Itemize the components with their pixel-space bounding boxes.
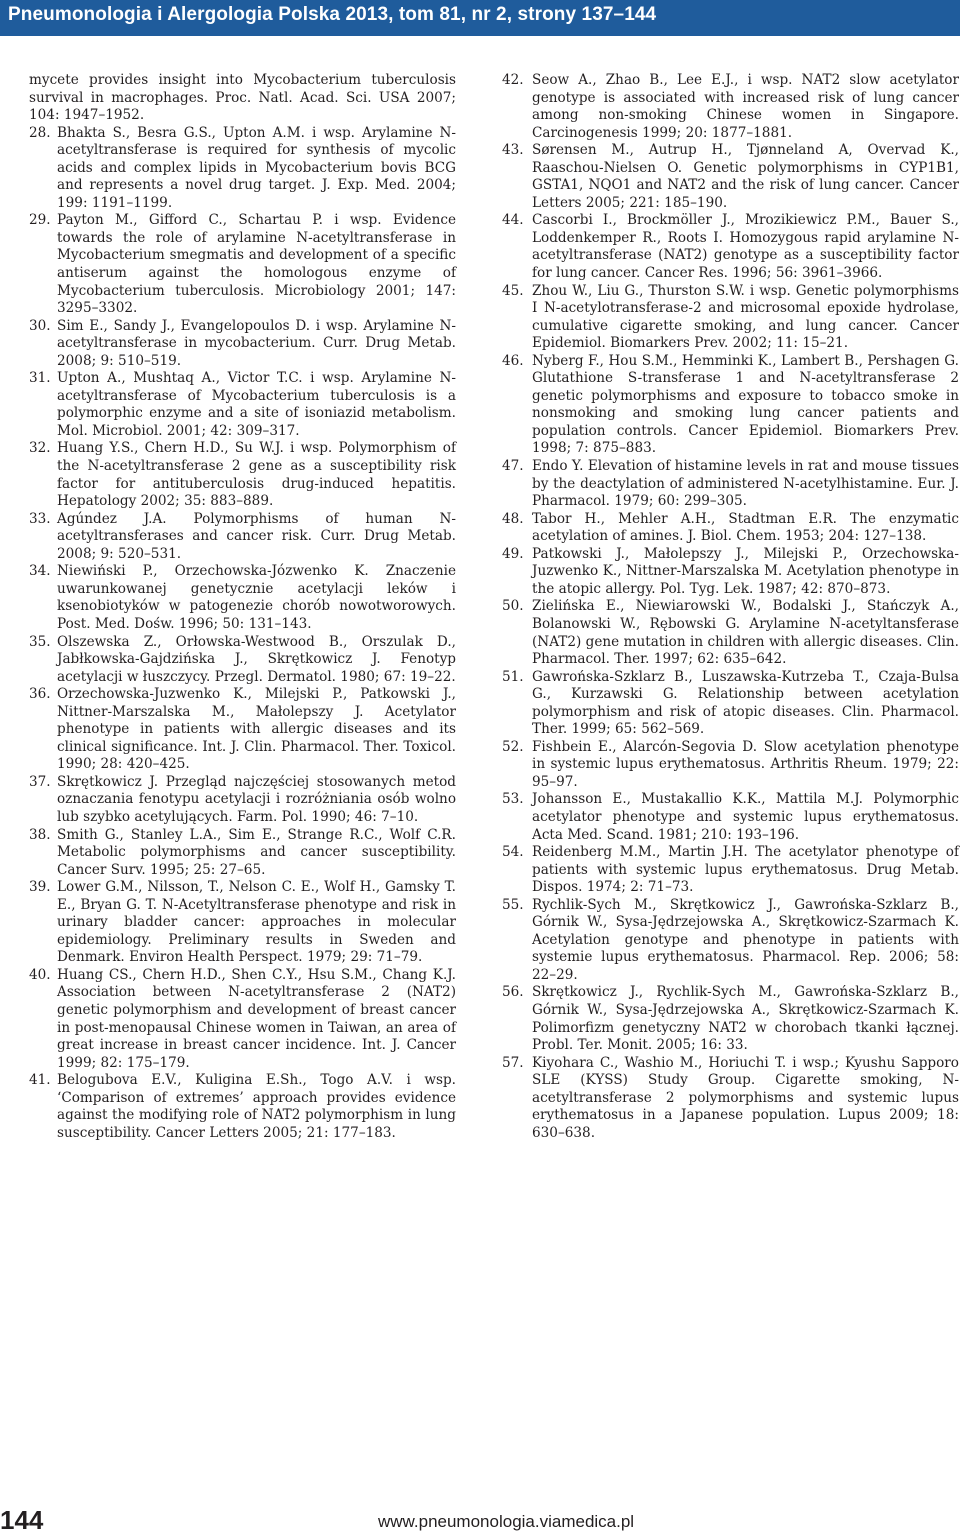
- reference-text: Johansson E., Mustakallio K.K., Mattila M.J. Polymorphic acetylator phenotype and systemic lupus erythematosus. Acta Med. Scand. 1981; 210: 193–196.: [532, 791, 959, 843]
- reference-item: [502, 511, 959, 546]
- reference-item: [502, 283, 959, 353]
- reference-number: 34.: [29, 563, 51, 580]
- reference-text: Zhou W., Liu G., Thurston S.W. i wsp. Genetic polymorphisms I N-acetylotransferase-2 and microsomal epoxide hydrolase, cumulative cigarette smoking, and lung cancer. Cancer Epidemiol. Biomarkers Prev. 2002; 11: 15–21.: [532, 282, 959, 352]
- reference-item: [502, 984, 959, 1054]
- reference-text: mycete provides insight into Mycobacterium tuberculosis survival in macrophages. Proc. Natl. Acad. Sci. USA 2007; 104: 1947–1952.: [29, 72, 456, 124]
- page-number: 144: [0, 1505, 44, 1535]
- reference-number: 56.: [502, 984, 524, 1001]
- reference-number: 42.: [502, 72, 524, 88]
- reference-text: Endo Y. Elevation of histamine levels in rat and mouse tissues by the deactylation of administered N-acetylhistamine. Eur. J. Pharmacol. 1979; 60: 299–305.: [532, 458, 959, 510]
- reference-number: 53.: [502, 791, 524, 808]
- reference-number: 49.: [502, 545, 524, 562]
- reference-item: [29, 563, 456, 633]
- reference-text: Bhakta S., Besra G.S., Upton A.M. i wsp. Arylamine N-acetyltransferase is required for synthesis of mycolic acids and complex lipids in Mycobacterium bovis BCG and represents a novel drug target. J. Exp. Med. 2004; 199: 1191–1199.: [57, 124, 456, 211]
- reference-text: Belogubova E.V., Kuligina E.Sh., Togo A.V. i wsp. ‘Comparison of extremes’ approach provides evidence against the modifying role of NAT2 polymorphism in lung susceptibility. Cancer Letters 2005; 21: 177–183.: [57, 1072, 456, 1141]
- reference-item: [502, 739, 959, 792]
- reference-text: Gawrońska-Szklarz B., Luszawska-Kutrzeba T., Czaja-Bulsa G., Kurzawski G. Relationship between acetylation polymorphism and risk of atopic diseases. Clin. Pharmacol. Ther. 1999; 65: 562–569.: [532, 668, 959, 738]
- reference-text: Agúndez J.A. Polymorphisms of human N-acetyltransferases and cancer risk. Curr. Drug Metab. 2008; 9: 520–531.: [57, 510, 456, 562]
- reference-number: 48.: [502, 510, 524, 527]
- reference-number: 37.: [29, 773, 51, 790]
- reference-item: [29, 125, 456, 213]
- journal-url: www.pneumonologia.viamedica.pl: [378, 1512, 635, 1531]
- reference-item: [502, 72, 959, 142]
- reference-text: Sim E., Sandy J., Evangelopoulos D. i wsp. Arylamine N-acetyltransferase in mycobacterium. Curr. Drug Metab. 2008; 9: 510–519.: [57, 317, 456, 369]
- reference-number: 41.: [29, 1072, 51, 1089]
- reference-text: Payton M., Gifford C., Schartau P. i wsp. Evidence towards the role of arylamine N-acetyltransferase in Mycobacterium smegmatis and development of a specific antiserum against the homologous enzyme of Mycobacterium tuberculosis. Microbiology 2001; 147: 3295–3302.: [57, 212, 456, 317]
- reference-item: [29, 511, 456, 564]
- reference-item: [29, 967, 456, 1072]
- reference-number: 30.: [29, 317, 51, 334]
- reference-number: 45.: [502, 282, 524, 299]
- reference-number: 43.: [502, 142, 524, 159]
- references-left-column: [29, 72, 456, 1142]
- reference-number: 32.: [29, 440, 51, 457]
- reference-text: Orzechowska-Juzwenko K., Milejski P., Patkowski J., Nittner-Marszalska M., Małolepszy J. Acetylator phenotype in patients with allergic diseases and its clinical significance. Int. J. Clin. Pharmacol. Ther. Toxicol. 1990; 28: 420–425.: [57, 686, 456, 773]
- reference-item: [29, 318, 456, 371]
- reference-text: Skrętkowicz J. Przegląd najczęściej stosowanych metod oznaczania fenotypu acetylacji i rozróżniania osób wolno lub szybko acetylujących. Farm. Pol. 1990; 46: 7–10.: [57, 773, 456, 825]
- reference-text: Patkowski J., Małolepszy J., Milejski P., Orzechowska-Juzwenko K., Nittner-Marszalska M. Acetylation phenotype in the atopic allergy. Pol. Tyg. Lek. 1987; 42: 870–873.: [532, 545, 959, 597]
- reference-text: Huang CS., Chern H.D., Shen C.Y., Hsu S.M., Chang K.J. Association between N-acetyltransferase 2 (NAT2) genetic polymorphism and development of breast cancer in post-menopausal Chinese women in Taiwan, an area of great increase in breast cancer incidence. Int. J. Cancer 1999; 82: 175–179.: [57, 966, 456, 1071]
- reference-number: 39.: [29, 879, 51, 896]
- reference-item: [502, 897, 959, 985]
- reference-item: [502, 791, 959, 844]
- reference-number: 55.: [502, 896, 524, 913]
- journal-header-title: Pneumonologia i Alergologia Polska 2013, tom 81, nr 2, strony 137–144: [8, 4, 657, 25]
- reference-item: [29, 774, 456, 827]
- reference-item: [29, 634, 456, 687]
- reference-item: [29, 370, 456, 440]
- reference-text: Niewiński P., Orzechowska-Józwenko K. Znaczenie uwarunkowanej genetycznie acetylacji leków i ksenobiotyków w patogenezie chorób nowotworowych. Post. Med. Dośw. 1996; 50: 131–143.: [57, 563, 456, 632]
- reference-number: 46.: [502, 352, 524, 369]
- reference-number: 51.: [502, 668, 524, 685]
- reference-number: 31.: [29, 370, 51, 387]
- reference-text: Reidenberg M.M., Martin J.H. The acetylator phenotype of patients with systemic lupus erythematosus. Drug Metab. Dispos. 1974; 2: 71–73.: [532, 844, 959, 896]
- reference-item: [502, 546, 959, 599]
- reference-text: Zielińska E., Niewiarowski W., Bodalski J., Stańczyk A., Bolanowski W., Rębowski G. Arylamine N-acetyltansferase (NAT2) gene mutation in children with allergic diseases. Clin. Pharmacol. Ther. 1997; 62: 635–642.: [532, 598, 959, 668]
- reference-item: [29, 72, 456, 125]
- reference-item: [29, 1072, 456, 1142]
- references-right-column: [502, 72, 959, 1142]
- reference-number: 40.: [29, 966, 51, 983]
- reference-text: Seow A., Zhao B., Lee E.J., i wsp. NAT2 slow acetylator genotype is associated with increased risk of lung cancer among non-smoking Chinese women in Singapore. Carcinogenesis 1999; 20: 1877–1881.: [532, 72, 959, 141]
- reference-number: 36.: [29, 686, 51, 703]
- reference-text: Skrętkowicz J., Rychlik-Sych M., Gawrońska-Szklarz B., Górnik W., Sysa-Jędrzejowska A., Skrętkowicz-Szarmach K. Polimorfizm genetyczny NAT2 w chorobach tkanki łącznej. Probl. Ter. Monit. 2005; 16: 33.: [532, 984, 959, 1054]
- reference-text: Rychlik-Sych M., Skrętkowicz J., Gawrońska-Szklarz B., Górnik W., Sysa-Jędrzejowska A., Skrętkowicz-Szarmach K. Acetylation genotype and phenotype in patients with systemie lupus erythematosus. Pharmacol. Rep. 2006; 58: 22–29.: [532, 896, 959, 983]
- reference-item: [502, 844, 959, 897]
- reference-number: 44.: [502, 212, 524, 229]
- reference-text: Cascorbi I., Brockmöller J., Mrozikiewicz P.M., Bauer S., Loddenkemper R., Roots I. Homozygous rapid arylamine N-acetyltransferase (NAT2) genotype as a susceptibility factor for lung cancer. Cancer Res. 1996; 56: 3961–3966.: [532, 212, 959, 282]
- reference-text: Olszewska Z., Orłowska-Westwood B., Orszulak D., Jabłkowska-Gajdzińska J., Skrętkowicz J. Fenotyp acetylacji w łuszczycy. Przegl. Dermatol. 1980; 67: 19–22.: [57, 633, 456, 685]
- reference-text: Smith G., Stanley L.A., Sim E., Strange R.C., Wolf C.R. Metabolic polymorphisms and cancer susceptibility. Cancer Surv. 1995; 25: 27–65.: [57, 826, 456, 878]
- reference-item: [29, 827, 456, 880]
- reference-item: [29, 212, 456, 317]
- reference-item: [29, 879, 456, 967]
- reference-item: [502, 212, 959, 282]
- reference-text: Tabor H., Mehler A.H., Stadtman E.R. The enzymatic acetylation of amines. J. Biol. Chem. 1953; 204: 127–138.: [532, 510, 959, 545]
- reference-text: Lower G.M., Nilsson, T., Nelson C. E., Wolf H., Gamsky T. E., Bryan G. T. N-Acetyltransferase phenotype and risk in urinary bladder cancer: approaches in molecular epidemiology. Preliminary results in Sweden and Denmark. Environ Health Perspect. 1979; 29: 71–79.: [57, 879, 456, 966]
- reference-number: 57.: [502, 1054, 524, 1071]
- reference-item: [502, 1055, 959, 1143]
- reference-number: 28.: [29, 124, 51, 141]
- reference-item: [502, 142, 959, 212]
- reference-item: [502, 669, 959, 739]
- reference-text: Kiyohara C., Washio M., Horiuchi T. i wsp.; Kyushu Sapporo SLE (KYSS) Study Group. Cigarette smoking, N-acetyltransferase 2 polymorphisms and systemic lupus erythematosus in a Japanese population. Lupus 2009; 18: 630–638.: [532, 1054, 959, 1141]
- reference-text: Upton A., Mushtaq A., Victor T.C. i wsp. Arylamine N-acetyltransferase of Mycobacterium tuberculosis is a polymorphic enzyme and a site of isoniazid metabolism. Mol. Microbiol. 2001; 42: 309–317.: [57, 370, 456, 439]
- reference-number: 54.: [502, 844, 524, 861]
- reference-item: [29, 440, 456, 510]
- reference-number: 50.: [502, 598, 524, 615]
- reference-number: 35.: [29, 633, 51, 650]
- reference-text: Fishbein E., Alarcón-Segovia D. Slow acetylation phenotype in systemic lupus erythematosus. Arthritis Rheum. 1979; 22: 95–97.: [532, 738, 959, 790]
- reference-number: 52.: [502, 738, 524, 755]
- reference-text: Sørensen M., Autrup H., Tjønneland A, Overvad K., Raaschou-Nielsen O. Genetic polymorphisms in CYP1B1, GSTA1, NQO1 and NAT2 and the risk of lung cancer. Cancer Letters 2005; 221: 185–190.: [532, 142, 959, 211]
- reference-number: 29.: [29, 212, 51, 229]
- reference-item: [502, 353, 959, 458]
- reference-item: [502, 598, 959, 668]
- reference-item: [29, 686, 456, 774]
- reference-number: 47.: [502, 458, 524, 475]
- reference-text: Nyberg F., Hou S.M., Hemminki K., Lambert B., Pershagen G. Glutathione S-transferase 1 and N-acetyltransferase 2 genetic polymorphisms and exposure to tobacco smoke in nonsmoking and smoking lung cancer patients and population controls. Cancer Epidemiol. Biomarkers Prev. 1998; 7: 875–883.: [532, 352, 959, 457]
- reference-number: 38.: [29, 826, 51, 843]
- reference-text: Huang Y.S., Chern H.D., Su W.J. i wsp. Polymorphism of the N-acetyltransferase 2 gene as a susceptibility risk factor for antituberculosis drug-induced hepatitis. Hepatology 2002; 35: 883–889.: [57, 440, 456, 510]
- reference-item: [502, 458, 959, 511]
- reference-number: 33.: [29, 510, 51, 527]
